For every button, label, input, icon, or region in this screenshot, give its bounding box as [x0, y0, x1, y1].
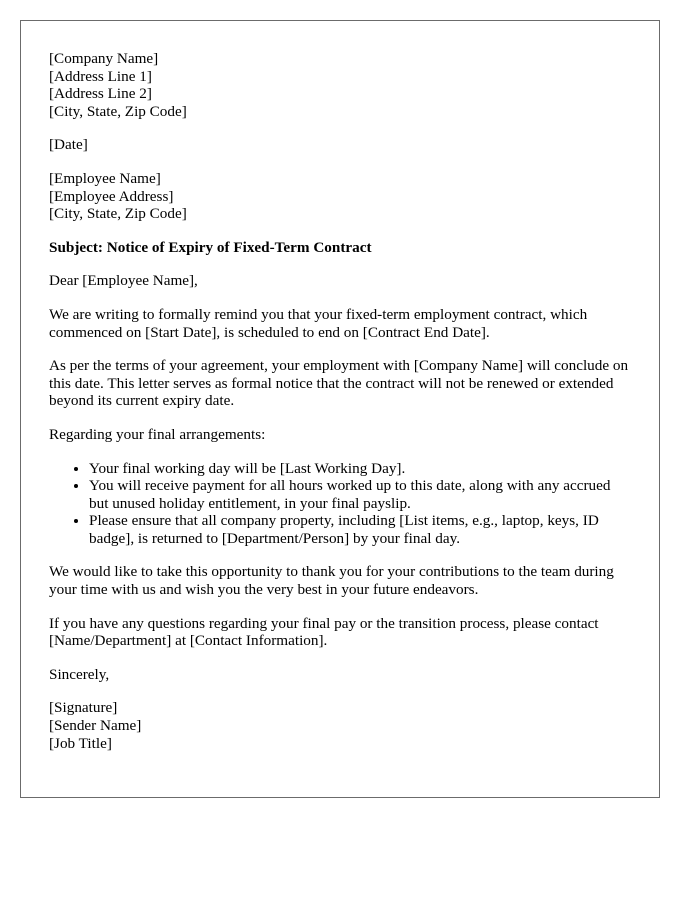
sender-address-block — [49, 50, 631, 120]
sender-address-line-2: [Address Line 2] — [49, 85, 152, 103]
list-item: • Your final working day will be [Last Working Day]. — [89, 460, 631, 478]
paragraph-notice: As per the terms of your agreement, your employment with [Company Name] will conclude on this date. This letter serves as formal notice that the contract will not be renewed or extended beyond its current expiry date. — [49, 357, 629, 410]
closing: Sincerely, — [49, 665, 110, 683]
recipient-address: [Employee Address] — [49, 187, 174, 205]
sender-company-name: [Company Name] — [49, 50, 159, 67]
recipient-address-block — [49, 170, 631, 223]
paragraph-contact: If you have any questions regarding your final pay or the transition process, please contact [Name/Department] at [Contact Information]. — [49, 614, 599, 650]
letter-date: [Date] — [49, 136, 88, 154]
paragraph-thanks: We would like to take this opportunity to thank you for your contributions to the team during your time with us and wish you the very best in your future endeavors. — [49, 563, 614, 599]
salutation: Dear [Employee Name], — [49, 272, 198, 290]
recipient-name: [Employee Name] — [49, 169, 161, 187]
job-title: [Job Title] — [49, 734, 112, 752]
list-item: • Please ensure that all company property, including [List items, e.g., laptop, keys, ID badge], is returned to [Department/Person] by your final day. — [89, 512, 631, 547]
signature-block — [49, 699, 631, 752]
arrangements-list — [49, 460, 631, 548]
signature: [Signature] — [49, 699, 118, 717]
recipient-city-state-zip: [City, State, Zip Code] — [49, 205, 187, 223]
sender-city-state-zip: [City, State, Zip Code] — [49, 102, 187, 120]
sender-name: [Sender Name] — [49, 717, 142, 735]
list-item: • You will receive payment for all hours worked up to this date, along with any accrued but unused holiday entitlement, in your final payslip. — [89, 477, 631, 512]
paragraph-contract-reminder: We are writing to formally remind you that your fixed-term employment contract, which commenced on [Start Date], is scheduled to end on [Contract End Date]. — [49, 305, 588, 341]
letter-subject: Subject: Notice of Expiry of Fixed-Term Contract — [49, 238, 372, 256]
letter-page — [20, 20, 660, 798]
paragraph-arrangements-intro: Regarding your final arrangements: — [49, 425, 266, 443]
sender-address-line-1: [Address Line 1] — [49, 67, 152, 85]
